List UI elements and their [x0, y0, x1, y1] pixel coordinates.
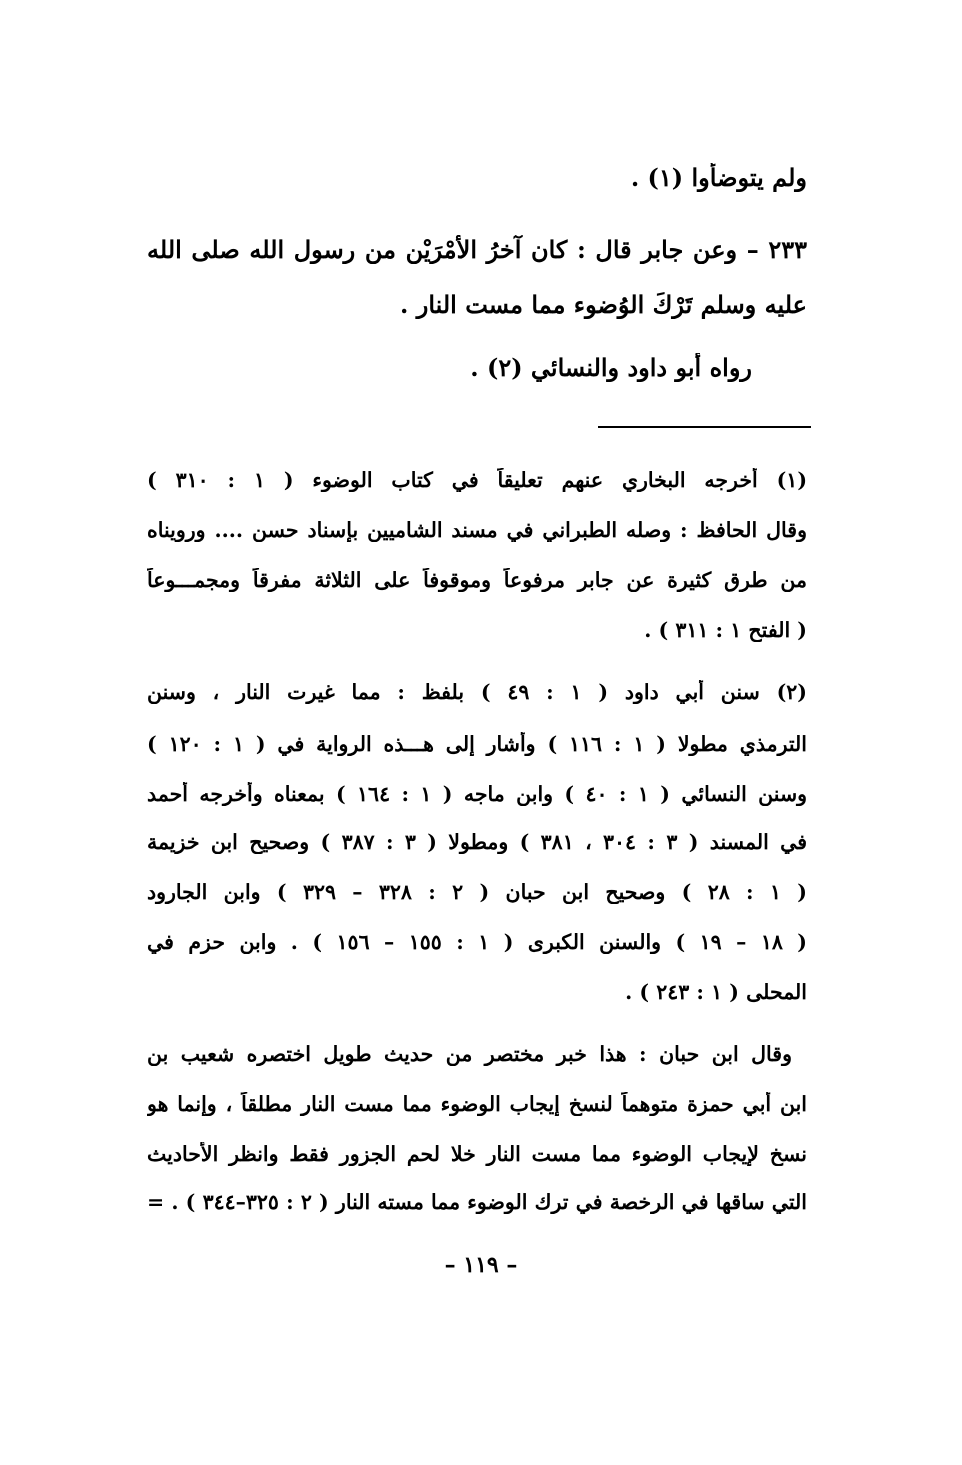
footnote-separator — [598, 426, 811, 428]
footnote-2-line-4: في المسند ( ٣ : ٣٠٤ ، ٣٨١ ) ومطولا ( ٣ : ٣٨٧ ) وصحيح ابن خزيمة — [147, 830, 807, 854]
footnote-3-line-1: وقال ابن حبان : هذا خبر مختصر من حديث طويل اختصره شعيب بن — [147, 1042, 792, 1066]
footnote-2-line-1: (٢) سنن أبي داود ( ١ : ٤٩ ) بلفظ : مما غيرت النار ، وسنن — [147, 680, 807, 704]
footnote-1-line-4: ( الفتح ١ : ٣١١ ) . — [644, 618, 807, 642]
footnote-1-line-2: وقال الحافظ : وصله الطبراني في مسند الشاميين بإسناد حسن .... ورويناه — [147, 518, 807, 542]
page-number: – ١١٩ – — [444, 1252, 518, 1278]
footnote-2-line-6: ( ١٨ – ١٩ ) والسنن الكبرى ( ١ : ١٥٥ – ١٥٦ ) . وابن حزم في — [147, 930, 807, 954]
hadith-233-line-2: عليه وسلم تَرْكَ الوُضوء مما مست النار . — [400, 290, 807, 319]
footnote-3-line-2: ابن أبي حمزة متوهماً لنسخ إيجاب الوضوء مما مست النار مطلقاً ، وإنما هو — [147, 1092, 807, 1116]
hadith-source-line: رواه أبو داود والنسائي (٢) . — [470, 353, 752, 382]
footnote-2-line-3: وسنن النسائي ( ١ : ٤٠ ) وابن ماجه ( ١ : ١٦٤ ) بمعناه وأخرجه أحمد — [147, 782, 807, 806]
footnote-3-line-4: التي ساقها في الرخصة في ترك الوضوء مما مسته النار ( ٢ : ٣٢٥–٣٤٤ ) . = — [147, 1190, 807, 1214]
footnote-2-line-5: ( ١ : ٢٨ ) وصحيح ابن حبان ( ٢ : ٣٢٨ – ٣٢٩ ) وابن الجارود — [147, 880, 807, 904]
footnote-2-line-7: المحلى ( ١ : ٢٤٣ ) . — [625, 980, 807, 1004]
hadith-233-line-1: ٢٣٣ – وعن جابر قال : كان آخرُ الأمْرَيْن من رسول الله صلى الله — [147, 235, 807, 264]
footnote-1-line-1: (١) أخرجه البخاري عنهم تعليقاً في كتاب الوضوء ( ١ : ٣١٠ ) — [147, 468, 807, 492]
main-text-line-1: ولم يتوضأوا (١) . — [630, 163, 807, 192]
footnote-3-line-3: نسخ لإيجاب الوضوء مما مست النار خلا لحم الجزور فقط وانظر الأحاديث — [147, 1142, 807, 1166]
footnote-2-line-2: الترمذي مطولا ( ١ : ١١٦ ) وأشار إلى هـــذه الرواية في ( ١ : ١٢٠ ) — [147, 732, 807, 756]
footnote-1-line-3: من طرق كثيرة عن جابر مرفوعاً وموقوفاً على الثلاثة مفرقاً ومجمـــوعاً — [147, 568, 807, 592]
